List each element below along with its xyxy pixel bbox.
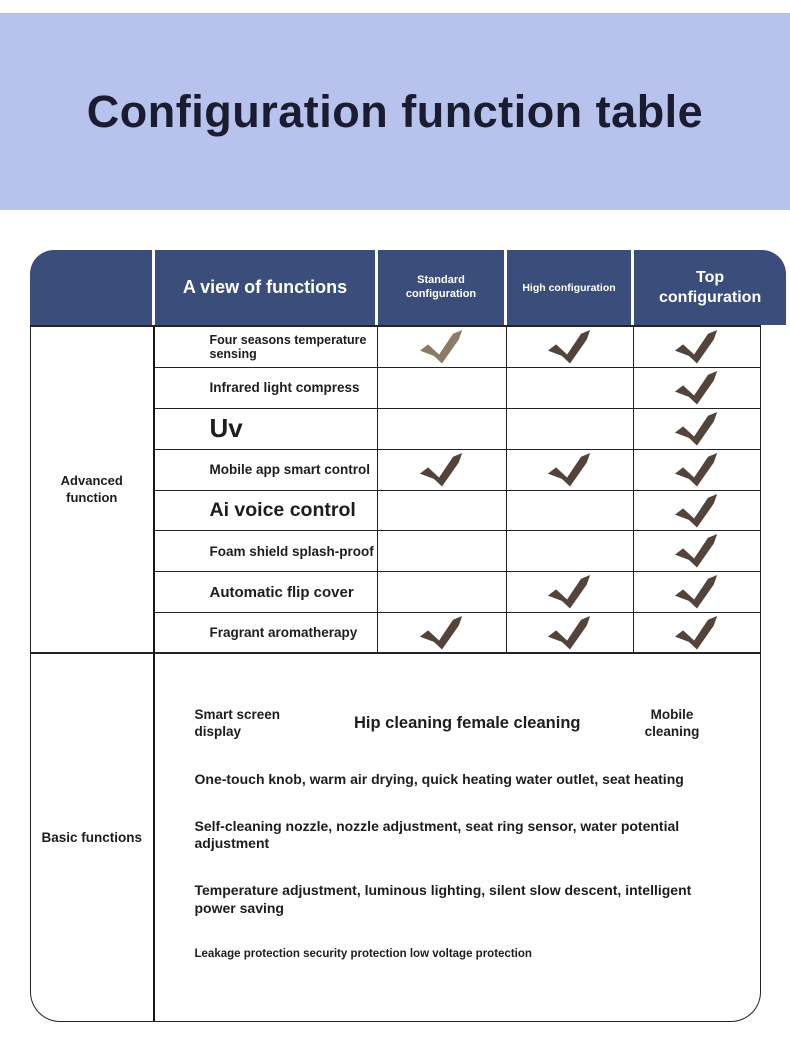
check-cell-standard: [378, 327, 507, 368]
check-cell-standard: [378, 409, 507, 450]
checkmark-icon: [416, 452, 468, 488]
check-cell-top: [634, 613, 761, 654]
row-group-label-advanced: Advanced function: [31, 327, 155, 654]
feature-name: Mobile app smart control: [155, 450, 378, 491]
check-cell-high: [507, 327, 634, 368]
feature-name: Automatic flip cover: [155, 572, 378, 613]
check-cell-top: [634, 327, 761, 368]
feature-name: Ai voice control: [155, 491, 378, 532]
checkmark-icon: [416, 615, 468, 651]
checkmark-icon: [544, 574, 596, 610]
header-cell-high: High configuration: [507, 250, 634, 325]
check-cell-high: [507, 531, 634, 572]
check-cell-standard: [378, 613, 507, 654]
checkmark-icon: [671, 452, 723, 488]
configuration-table: [30, 250, 761, 1022]
header-cell-standard: Standard configuration: [378, 250, 507, 325]
table-body: [30, 325, 761, 1022]
checkmark-icon: [544, 329, 596, 365]
feature-name: Foam shield splash-proof: [155, 531, 378, 572]
check-cell-high: [507, 450, 634, 491]
row-group-label-basic: Basic functions: [31, 654, 155, 1021]
title-banner: [0, 13, 790, 210]
check-cell-top: [634, 531, 761, 572]
check-cell-top: [634, 491, 761, 532]
table-header: [30, 250, 761, 325]
header-cell-top: Top configuration: [634, 250, 786, 325]
checkmark-icon: [544, 615, 596, 651]
checkmark-icon: [671, 411, 723, 447]
basic-functions-content: [155, 654, 761, 1021]
check-cell-standard: [378, 450, 507, 491]
feature-name: Uv: [155, 409, 378, 450]
basic-row-cleaning: [195, 706, 713, 741]
checkmark-icon: [671, 533, 723, 569]
check-cell-top: [634, 572, 761, 613]
checkmark-icon: [671, 493, 723, 529]
basic-line: Temperature adjustment, luminous lighting, silent slow descent, intelligent power saving: [194, 882, 692, 916]
checkmark-icon: [671, 329, 723, 365]
check-cell-high: [507, 491, 634, 532]
check-cell-high: [507, 409, 634, 450]
checkmark-icon: [671, 370, 723, 406]
feature-name: Fragrant aromatherapy: [155, 613, 378, 654]
checkmark-icon: [416, 329, 468, 365]
header-cell-blank: [30, 250, 155, 325]
basic-line: Self-cleaning nozzle, nozzle adjustment, seat ring sensor, water potential adjustment: [194, 817, 680, 852]
basic-hip-cleaning: Hip cleaning female cleaning: [354, 713, 581, 732]
check-cell-standard: [378, 491, 507, 532]
check-cell-high: [507, 613, 634, 654]
checkmark-icon: [671, 574, 723, 610]
check-cell-standard: [378, 368, 507, 409]
check-cell-standard: [378, 572, 507, 613]
check-cell-high: [507, 572, 634, 613]
basic-mobile-cleaning: Mobile cleaning: [644, 706, 700, 740]
page-title: Configuration function table: [86, 85, 704, 137]
header-cell-functions: A view of functions: [155, 250, 378, 325]
basic-smart-screen: Smart screen display: [194, 706, 281, 740]
feature-name: Infrared light compress: [155, 368, 378, 409]
check-cell-standard: [378, 531, 507, 572]
feature-name: Four seasons temperature sensing: [155, 327, 378, 368]
check-cell-top: [634, 409, 761, 450]
checkmark-icon: [544, 452, 596, 488]
check-cell-top: [634, 450, 761, 491]
check-cell-high: [507, 368, 634, 409]
basic-line: One-touch knob, warm air drying, quick heating water outlet, seat heating: [194, 770, 684, 787]
basic-line: Leakage protection security protection low voltage protection: [194, 947, 532, 960]
checkmark-icon: [671, 615, 723, 651]
check-cell-top: [634, 368, 761, 409]
